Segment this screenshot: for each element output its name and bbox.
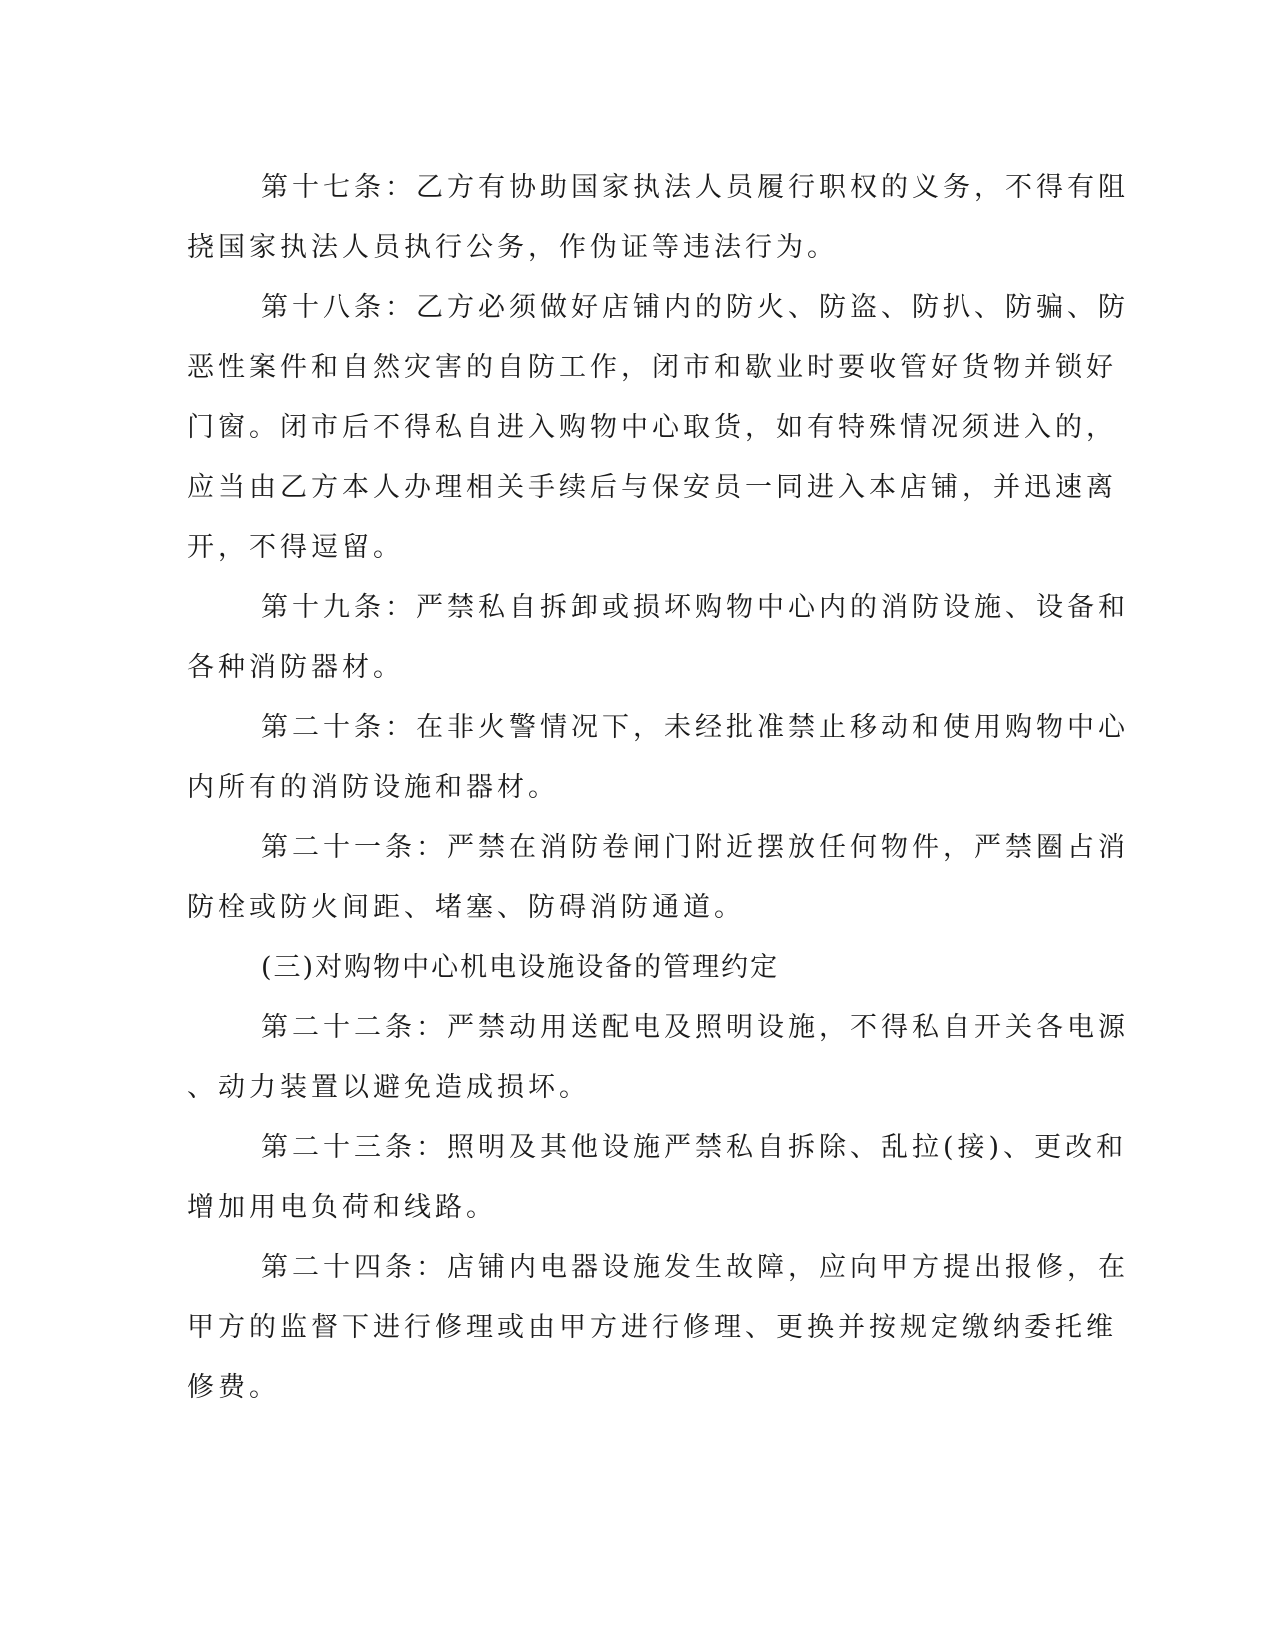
article-24-paragraph bbox=[187, 1238, 1129, 1418]
section-heading bbox=[187, 938, 1077, 998]
text-line: 开，不得逗留。 bbox=[187, 532, 404, 563]
text-line: 第二十四条：店铺内电器设施发生故障，应向甲方提出报修，在 bbox=[261, 1252, 1129, 1283]
text-line: 第二十条：在非火警情况下，未经批准禁止移动和使用购物中心 bbox=[261, 712, 1129, 743]
text-line: 第二十二条：严禁动用送配电及照明设施，不得私自开关各电源 bbox=[261, 1012, 1129, 1043]
article-20-paragraph bbox=[187, 698, 1129, 818]
text-line: 各种消防器材。 bbox=[187, 652, 404, 683]
text-line: 增加用电负荷和线路。 bbox=[187, 1192, 497, 1223]
text-line: 、动力装置以避免造成损坏。 bbox=[187, 1072, 590, 1103]
text-line: 内所有的消防设施和器材。 bbox=[187, 772, 559, 803]
text-line: 挠国家执法人员执行公务，作伪证等违法行为。 bbox=[187, 232, 838, 263]
article-17-paragraph bbox=[187, 158, 1129, 278]
text-line: 门窗。闭市后不得私自进入购物中心取货，如有特殊情况须进入的， bbox=[187, 412, 1117, 443]
text-line: 第十九条：严禁私自拆卸或损坏购物中心内的消防设施、设备和 bbox=[261, 592, 1129, 623]
article-21-paragraph bbox=[187, 818, 1129, 938]
article-19-paragraph bbox=[187, 578, 1129, 698]
article-18-paragraph bbox=[187, 278, 1129, 578]
text-line: 恶性案件和自然灾害的自防工作，闭市和歇业时要收管好货物并锁好 bbox=[187, 352, 1117, 383]
text-line: 修费。 bbox=[187, 1372, 280, 1403]
text-line: 第二十一条：严禁在消防卷闸门附近摆放任何物件，严禁圈占消 bbox=[261, 832, 1129, 863]
document-body bbox=[187, 158, 1129, 1418]
article-22-paragraph bbox=[187, 998, 1129, 1118]
article-23-paragraph bbox=[187, 1118, 1128, 1238]
text-line: 甲方的监督下进行修理或由甲方进行修理、更换并按规定缴纳委托维 bbox=[187, 1312, 1117, 1343]
text-line: 防栓或防火间距、堵塞、防碍消防通道。 bbox=[187, 892, 745, 923]
section-title: (三)对购物中心机电设施设备的管理约定 bbox=[261, 952, 780, 983]
text-line: 第十八条：乙方必须做好店铺内的防火、防盗、防扒、防骗、防 bbox=[261, 292, 1129, 323]
text-line: 第十七条：乙方有协助国家执法人员履行职权的义务，不得有阻 bbox=[261, 172, 1129, 203]
text-line: 应当由乙方本人办理相关手续后与保安员一同进入本店铺，并迅速离 bbox=[187, 472, 1117, 503]
text-line: 第二十三条：照明及其他设施严禁私自拆除、乱拉(接)、更改和 bbox=[261, 1132, 1128, 1163]
